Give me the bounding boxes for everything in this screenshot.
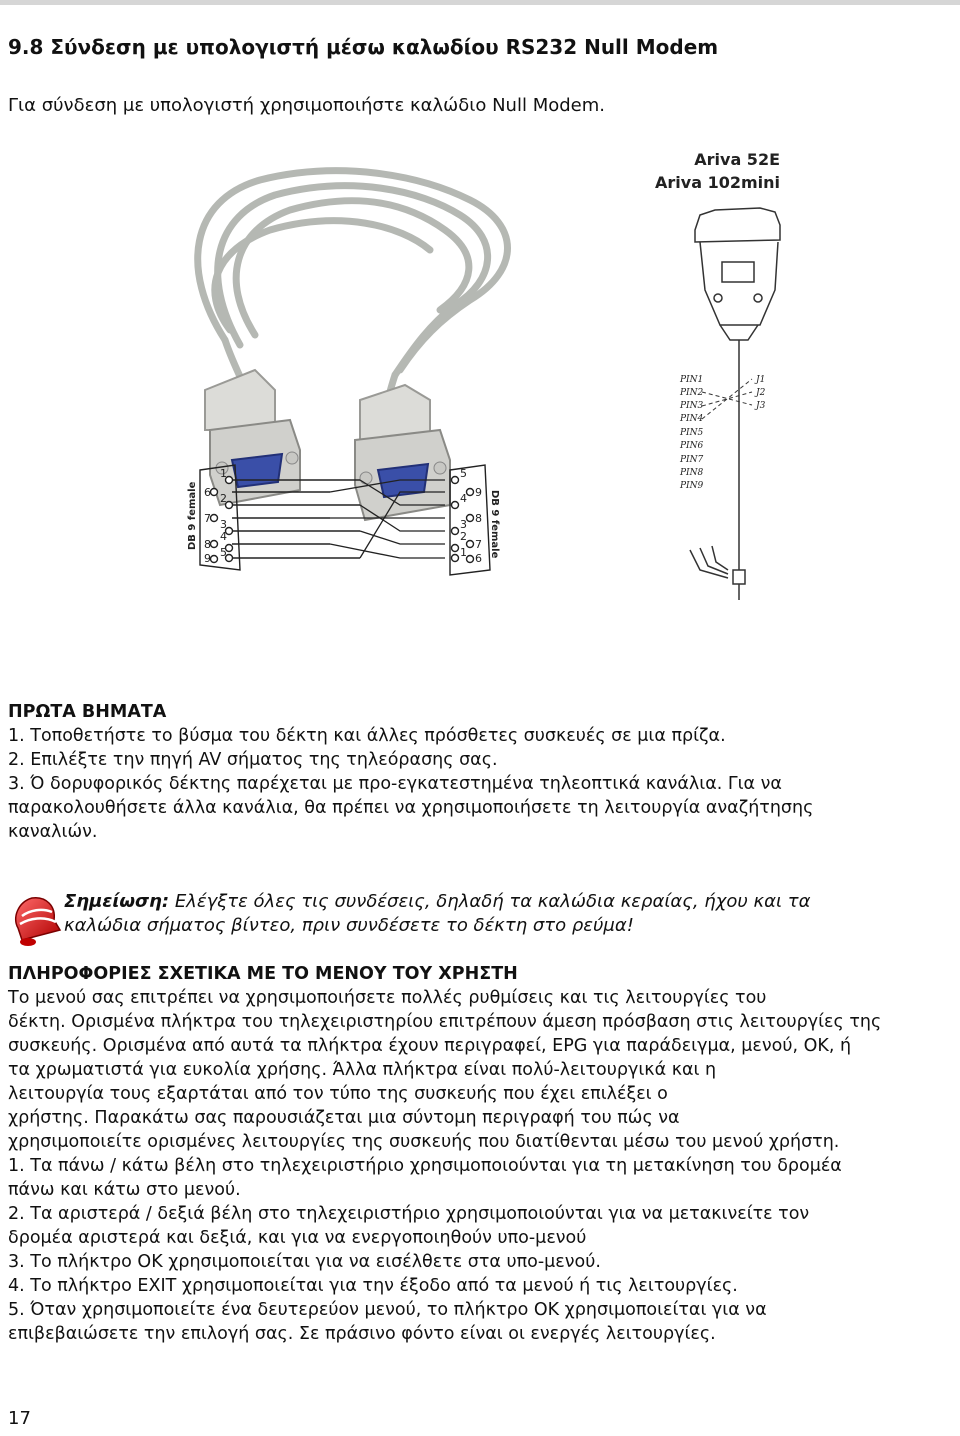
menu-info-line: 4. Το πλήκτρο EXIT χρησιμοποιείται για την έξοδο από τα μενού ή τις λειτουργίες. xyxy=(8,1276,738,1296)
svg-text:6: 6 xyxy=(475,552,482,565)
menu-info-line: δρομέα αριστερά και δεξιά, και για να ενεργοποιηθούν υπο-μενού xyxy=(8,1228,587,1248)
svg-text:7: 7 xyxy=(475,538,482,551)
svg-text:PIN7: PIN7 xyxy=(680,455,704,465)
menu-info-line: Το μενού σας επιτρέπει να χρησιμοποιήσετε πολλές ρυθμίσεις και τις λειτουργίες του xyxy=(8,988,767,1008)
svg-text:3: 3 xyxy=(460,518,467,531)
note-text xyxy=(64,890,810,938)
first-steps-line: καναλιών. xyxy=(8,822,98,842)
warning-bell-icon xyxy=(8,888,64,948)
menu-info-line: 2. Τα αριστερά / δεξιά βέλη στο τηλεχειριστήριο χρησιμοποιούνται για να μετακινείτε τον xyxy=(8,1204,810,1224)
first-steps-line: 1. Τοποθετήστε το βύσμα του δέκτη και άλλες πρόσθετες συσκευές σε μια πρίζα. xyxy=(8,726,726,746)
svg-text:2: 2 xyxy=(460,530,467,543)
note-callout xyxy=(8,888,948,948)
page-number: 17 xyxy=(8,1408,31,1429)
svg-text:J3: J3 xyxy=(756,401,766,411)
menu-info-line: 1. Τα πάνω / κάτω βέλη στο τηλεχειριστήριο χρησιμοποιούνται για τη μετακίνηση του δρομέα xyxy=(8,1156,842,1176)
svg-text:4: 4 xyxy=(460,492,467,505)
menu-info-line: χρήστης. Παρακάτω σας παρουσιάζεται μια σύντομη περιγραφή του πώς να xyxy=(8,1108,680,1128)
right-db9-pinout-diagram xyxy=(450,465,490,575)
svg-text:8: 8 xyxy=(204,538,211,551)
first-steps-title: ΠΡΩΤΑ ΒΗΜΑΤΑ xyxy=(8,702,167,722)
menu-info-line: λειτουργία τους εξαρτάται από τον τύπο της συσκευής που έχει επιλέξει ο xyxy=(8,1084,668,1104)
svg-text:PIN3: PIN3 xyxy=(680,401,704,411)
model-label-1: Ariva 52E xyxy=(694,150,780,169)
menu-info-line: 5. Όταν χρησιμοποιείτε ένα δευτερεύον μενού, το πλήκτρο OK χρησιμοποιείται για να xyxy=(8,1300,767,1320)
svg-text:7: 7 xyxy=(204,512,211,525)
note-label: Σημείωση: xyxy=(64,891,170,912)
menu-info-line: τα χρωματιστά για ευκολία χρήσης. Άλλα πλήκτρα είναι πολύ-λειτουργικά και η xyxy=(8,1060,717,1080)
svg-text:PIN4: PIN4 xyxy=(680,414,704,424)
svg-text:PIN6: PIN6 xyxy=(680,441,704,451)
menu-info-line: συσκευής. Ορισμένα από αυτά τα πλήκτρα έχουν περιγραφεί, EPG για παράδειγμα, μενού, OK, ή xyxy=(8,1036,852,1056)
top-rule xyxy=(0,0,960,5)
svg-text:9: 9 xyxy=(475,486,482,499)
left-db9-connector-photo xyxy=(205,370,300,505)
right-db9-connector-photo xyxy=(355,385,450,520)
svg-text:PIN5: PIN5 xyxy=(680,428,704,438)
svg-text:1: 1 xyxy=(220,467,227,480)
menu-info-title: ΠΛΗΡΟΦΟΡΙΕΣ ΣΧΕΤΙΚΑ ΜΕ ΤΟ ΜΕΝΟΥ ΤΟΥ ΧΡΗΣΤΗ xyxy=(8,964,518,984)
db9-to-jack-sketch xyxy=(690,208,780,600)
note-line-2: καλώδια σήματος βίντεο, πριν συνδέσετε το δέκτη στο ρεύμα! xyxy=(64,915,634,936)
svg-text:8: 8 xyxy=(475,512,482,525)
svg-text:5: 5 xyxy=(460,467,467,480)
menu-info-line: πάνω και κάτω στο μενού. xyxy=(8,1180,241,1200)
svg-text:1: 1 xyxy=(460,546,467,559)
svg-text:3: 3 xyxy=(220,518,227,531)
svg-text:PIN2: PIN2 xyxy=(680,388,704,398)
menu-info-line: 3. Το πλήκτρο OK χρησιμοποιείται για να εισέλθετε στα υπο-μενού. xyxy=(8,1252,601,1272)
section-heading: 9.8 Σύνδεση με υπολογιστή μέσω καλωδίου RS232 Null Modem xyxy=(8,35,719,59)
jack-pin-wires xyxy=(702,379,752,419)
svg-text:2: 2 xyxy=(220,492,227,505)
first-steps-section xyxy=(8,700,813,844)
menu-info-section xyxy=(8,962,881,1346)
menu-info-line: χρησιμοποιείτε ορισμένες λειτουργίες της συσκευής που διατίθενται μέσω του μενού χρήστη. xyxy=(8,1132,840,1152)
right-connector-label: DB 9 female xyxy=(489,490,500,559)
svg-text:PIN1: PIN1 xyxy=(680,375,704,385)
model-label-2: Ariva 102mini xyxy=(655,173,780,192)
left-connector-label: DB 9 female xyxy=(187,481,198,550)
null-modem-cable-figure xyxy=(0,130,960,690)
svg-text:PIN8: PIN8 xyxy=(680,468,704,478)
note-line-1: Ελέγξτε όλες τις συνδέσεις, δηλαδή τα καλώδια κεραίας, ήχου και τα xyxy=(174,891,811,912)
first-steps-line: παρακολουθήσετε άλλα κανάλια, θα πρέπει να χρησιμοποιήσετε τη λειτουργία αναζήτησης xyxy=(8,798,814,818)
svg-text:5: 5 xyxy=(220,546,227,559)
svg-text:6: 6 xyxy=(204,486,211,499)
menu-info-line: δέκτη. Ορισμένα πλήκτρα του τηλεχειριστηρίου επιτρέπουν άμεση πρόσβαση στις λειτουργίες της xyxy=(8,1012,882,1032)
svg-text:J1: J1 xyxy=(756,375,766,385)
svg-text:9: 9 xyxy=(204,552,211,565)
jack-pin-labels xyxy=(679,375,766,491)
first-steps-line: 2. Επιλέξτε την πηγή AV σήματος της τηλεόρασης σας. xyxy=(8,750,498,770)
svg-text:J2: J2 xyxy=(756,388,766,398)
menu-info-line: επιβεβαιώσετε την επιλογή σας. Σε πράσινο φόντο είναι οι ενεργές λειτουργίες. xyxy=(8,1324,716,1344)
svg-text:4: 4 xyxy=(220,530,227,543)
intro-text: Για σύνδεση με υπολογιστή χρησιμοποιήστε καλώδιο Null Modem. xyxy=(8,95,605,116)
first-steps-line: 3. Ό δορυφορικός δέκτης παρέχεται με προ-εγκατεστημένα τηλεοπτικά κανάλια. Για να xyxy=(8,774,782,794)
svg-text:PIN9: PIN9 xyxy=(680,481,704,491)
